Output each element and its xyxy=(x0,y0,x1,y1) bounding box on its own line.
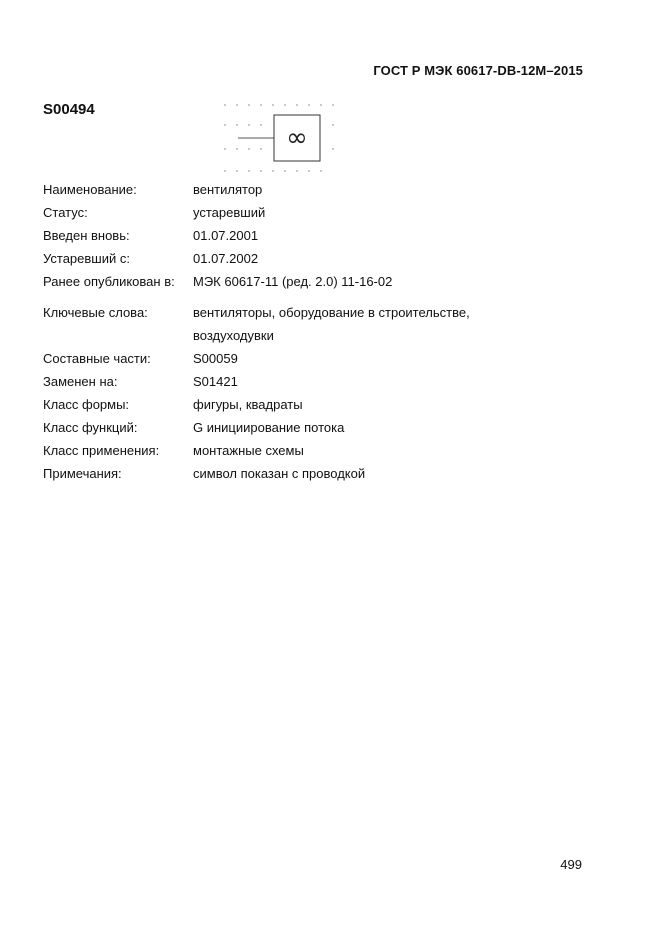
field-value: 01.07.2002 xyxy=(193,251,259,266)
fan-symbol-diagram xyxy=(220,100,340,180)
field-value: S00059 xyxy=(193,351,238,366)
field-label: Примечания: xyxy=(43,466,122,481)
keywords-line-2: воздуходувки xyxy=(193,328,274,343)
symbol-figure xyxy=(220,100,340,180)
keywords-line-1: вентиляторы, оборудование в строительстве, xyxy=(193,305,470,320)
field-name xyxy=(43,178,603,201)
field-value: монтажные схемы xyxy=(193,443,304,458)
infinity-icon: ∞ xyxy=(286,123,308,153)
field-value: S01421 xyxy=(193,374,238,389)
page-number: 499 xyxy=(560,857,582,872)
field-previously-published xyxy=(43,270,603,293)
field-label: Заменен на: xyxy=(43,374,118,389)
field-notes xyxy=(43,462,603,485)
field-application-class xyxy=(43,439,603,462)
document-standard-header: ГОСТ Р МЭК 60617-DB-12M–2015 xyxy=(373,63,583,78)
symbol-properties xyxy=(43,178,603,485)
field-label: Ключевые слова: xyxy=(43,305,148,320)
field-function-class xyxy=(43,416,603,439)
field-keywords xyxy=(43,301,603,347)
field-label: Класс функций: xyxy=(43,420,138,435)
field-value: вентилятор xyxy=(193,182,263,197)
field-value: G инициирование потока xyxy=(193,420,345,435)
field-value: символ показан с проводкой xyxy=(193,466,366,481)
field-value: фигуры, квадраты xyxy=(193,397,303,412)
field-label: Класс применения: xyxy=(43,443,160,458)
field-status xyxy=(43,201,603,224)
field-form-class xyxy=(43,393,603,416)
field-label: Устаревший с: xyxy=(43,251,130,266)
field-label: Введен вновь: xyxy=(43,228,130,243)
field-value: 01.07.2001 xyxy=(193,228,259,243)
field-value xyxy=(193,301,603,347)
field-label: Статус: xyxy=(43,205,88,220)
field-replaced-by xyxy=(43,370,603,393)
field-introduced xyxy=(43,224,603,247)
field-obsolete-since xyxy=(43,247,603,270)
field-value: МЭК 60617-11 (ред. 2.0) 11-16-02 xyxy=(193,274,393,289)
field-label: Класс формы: xyxy=(43,397,130,412)
field-label: Ранее опубликован в: xyxy=(43,274,175,289)
symbol-id: S00494 xyxy=(43,101,95,118)
field-components xyxy=(43,347,603,370)
field-label: Наименование: xyxy=(43,182,137,197)
field-label: Составные части: xyxy=(43,351,151,366)
field-value: устаревший xyxy=(193,205,266,220)
